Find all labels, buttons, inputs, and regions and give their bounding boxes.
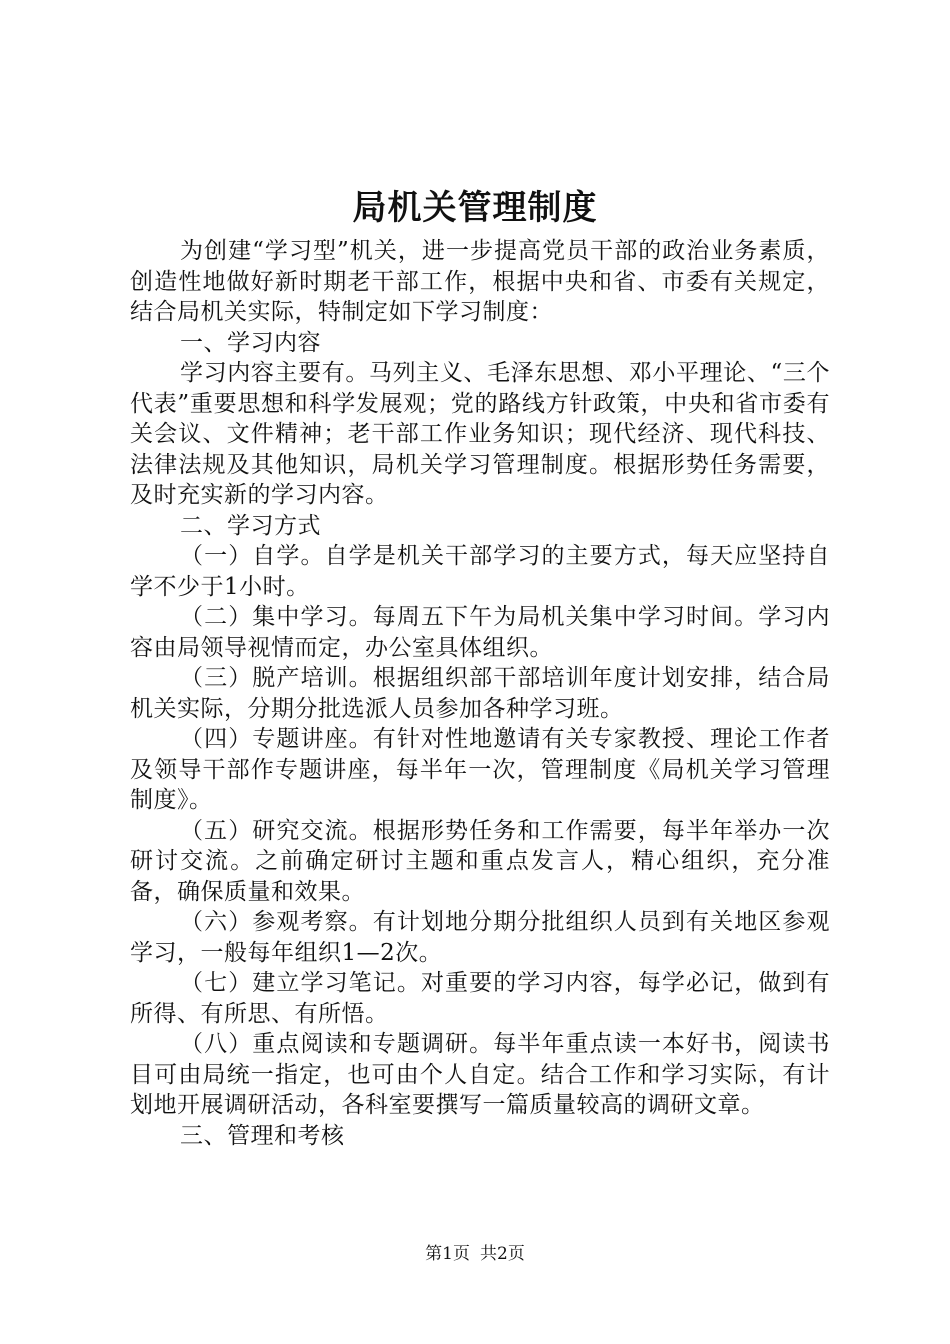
document-body <box>130 236 830 1151</box>
list-item: （五）研究交流。根据形势任务和工作需要，每半年举办一次研讨交流。之前确定研讨主题和重点发言人，精心组织，充分准备，确保质量和效果。 <box>130 817 830 905</box>
list-item: （六）参观考察。有计划地分期分批组织人员到有关地区参观学习，一般每年组织1—2次。 <box>130 909 830 966</box>
list-item: （三）脱产培训。根据组织部干部培训年度计划安排，结合局机关实际，分期分批选派人员参加各种学习班。 <box>130 665 830 722</box>
page-footer <box>0 1242 950 1266</box>
list-item: （四）专题讲座。有针对性地邀请有关专家教授、理论工作者及领导干部作专题讲座，每半年一次，管理制度《局机关学习管理制度》。 <box>130 726 830 813</box>
list-item: （八）重点阅读和专题调研。每半年重点读一本好书，阅读书目可由局统一指定，也可由个人自定。结合工作和学习实际，有计划地开展调研活动，各科室要撰写一篇质量较高的调研文章。 <box>130 1031 830 1118</box>
intro-paragraph: 为创建“学习型”机关，进一步提高党员干部的政治业务素质，创造性地做好新时期老干部工作，根据中央和省、市委有关规定，结合局机关实际，特制定如下学习制度： <box>130 238 830 325</box>
page-total: 共2页 <box>480 1244 525 1264</box>
section-heading: 二、学习方式 <box>180 512 321 539</box>
page-number: 第1页 <box>425 1244 470 1264</box>
section-heading: 一、学习内容 <box>180 329 321 356</box>
section-heading: 三、管理和考核 <box>180 1122 345 1149</box>
body-paragraph: 学习内容主要有。马列主义、毛泽东思想、邓小平理论、“三个代表”重要思想和科学发展观；党的路线方针政策，中央和省市委有关会议、文件精神；老干部工作业务知识；现代经济、现代科技、法律法规及其他知识，局机关学习管理制度。根据形势任务需要，及时充实新的学习内容。 <box>130 360 830 508</box>
list-item: （七）建立学习笔记。对重要的学习内容，每学必记，做到有所得、有所思、有所悟。 <box>130 970 830 1027</box>
list-item: （一）自学。自学是机关干部学习的主要方式，每天应坚持自学不少于1小时。 <box>130 543 830 600</box>
document-title: 局机关管理制度 <box>352 188 598 228</box>
list-item: （二）集中学习。每周五下午为局机关集中学习时间。学习内容由局领导视情而定，办公室具体组织。 <box>130 604 830 661</box>
